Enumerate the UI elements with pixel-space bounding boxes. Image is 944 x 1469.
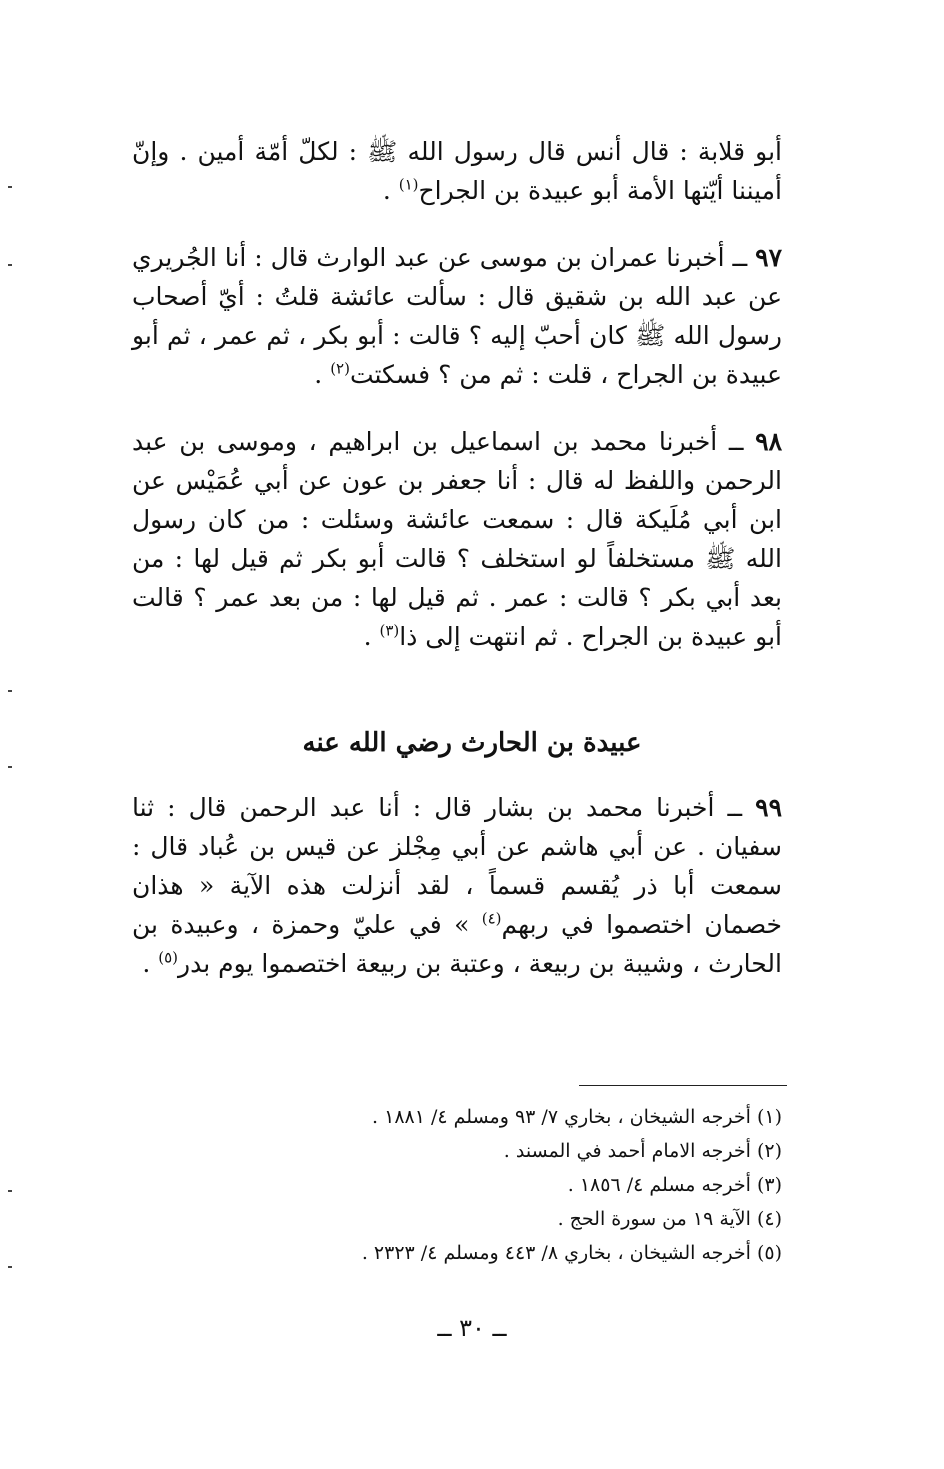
paragraph-text: ــ أخبرنا عمران بن موسى عن عبد الوارث قال : أنا الجُريري عن عبد الله بن شقيق قال : سألت عائشة قلتُ : أيّ أصحاب رسول الله ﷺ كان أحبّ إليه ؟ قالت : أبو بكر ، ثم عمر ، ثم أبو عبيدة بن الجراح ، قلت : ثم من ؟ فسكتت xyxy=(132,243,782,389)
footnote-number: (٣) xyxy=(756,1174,782,1196)
paragraph-tail: . xyxy=(314,360,331,389)
footnote-item xyxy=(262,1100,782,1134)
paragraph-continuation xyxy=(132,132,782,210)
footnote-text: أخرجه الشيخان ، بخاري ٧/ ٩٣ ومسلم ٤/ ١٨٨١ . xyxy=(372,1106,751,1128)
footnote-text: أخرجه الامام أحمد في المسند . xyxy=(503,1140,751,1162)
footnote-text: أخرجه الشيخان ، بخاري ٨/ ٤٤٣ ومسلم ٤/ ٢٣٢٣ . xyxy=(361,1242,751,1264)
scan-mark xyxy=(8,186,12,188)
paragraph-text-continued: » في عليّ وحمزة ، وعبيدة بن الحارث ، وشيبة بن ربيعة ، وعتبة بن ربيعة اختصموا يوم بدر xyxy=(132,910,782,978)
footnote-ref[interactable]: (١) xyxy=(398,175,419,194)
footnote-item xyxy=(262,1134,782,1168)
footnotes-list xyxy=(262,1100,782,1270)
scan-mark xyxy=(8,264,12,266)
footnote-ref[interactable]: (٢) xyxy=(330,359,350,378)
paragraph-number: ٩٧ xyxy=(755,243,782,272)
paragraph-99 xyxy=(132,788,782,983)
paragraph-number: ٩٩ xyxy=(755,793,782,822)
footnote-ref[interactable]: (٣) xyxy=(379,621,400,640)
paragraph-tail: . xyxy=(363,622,380,651)
paragraph-number: ٩٨ xyxy=(755,427,782,456)
footnote-ref[interactable]: (٤) xyxy=(481,909,502,928)
footnote-number: (٥) xyxy=(756,1242,782,1264)
footnote-number: (٤) xyxy=(756,1208,782,1230)
paragraph-97 xyxy=(132,238,782,394)
paragraph-98 xyxy=(132,422,782,656)
paragraph-tail: . xyxy=(142,949,159,978)
paragraph-text: أبو قلابة : قال أنس قال رسول الله ﷺ : لكلّ أمّة أمين . وإنّ أميننا أيّتها الأمة أبو عبيدة بن الجراح xyxy=(132,137,782,205)
footnote-text: أخرجه مسلم ٤/ ١٨٥٦ . xyxy=(567,1174,751,1196)
footnote-item xyxy=(262,1236,782,1270)
footnote-ref[interactable]: (٥) xyxy=(158,948,179,967)
footnote-divider xyxy=(579,1085,787,1086)
scan-mark xyxy=(8,690,12,692)
footnote-item xyxy=(262,1202,782,1236)
footnote-number: (٢) xyxy=(756,1140,782,1162)
paragraph-text: ــ أخبرنا محمد بن بشار قال : أنا عبد الرحمن قال : ثنا سفيان . عن أبي هاشم عن أبي مِجْلز عن قيس بن عُباد قال : سمعت أبا ذر يُقسم قسماً ، لقد أنزلت هذه الآية « هذان خصمان اختصموا في ربهم xyxy=(132,793,782,939)
section-heading: عبيدة بن الحارث رضي الله عنه xyxy=(302,728,642,758)
page-number: ــ ٣٠ ــ xyxy=(437,1314,507,1342)
scan-mark xyxy=(8,1266,12,1268)
paragraph-tail: . xyxy=(382,176,399,205)
paragraph-text: ــ أخبرنا محمد بن اسماعيل بن ابراهيم ، وموسى بن عبد الرحمن واللفظ له قال : أنا جعفر بن عون عن أبي عُمَيْس عن ابن أبي مُلَيكة قال : سمعت عائشة وسئلت : من كان رسول الله ﷺ مستخلفاً لو استخلف ؟ قالت أبو بكر ثم قيل لها : من بعد أبي بكر ؟ قالت : عمر . ثم قيل لها : من بعد عمر ؟ قالت أبو عبيدة بن الجراح . ثم انتهت إلى ذا xyxy=(132,427,782,651)
footnote-text: الآية ١٩ من سورة الحج . xyxy=(557,1208,751,1230)
scan-mark xyxy=(8,766,12,768)
footnote-item xyxy=(262,1168,782,1202)
scan-mark xyxy=(8,1190,12,1192)
footnote-number: (١) xyxy=(756,1106,782,1128)
